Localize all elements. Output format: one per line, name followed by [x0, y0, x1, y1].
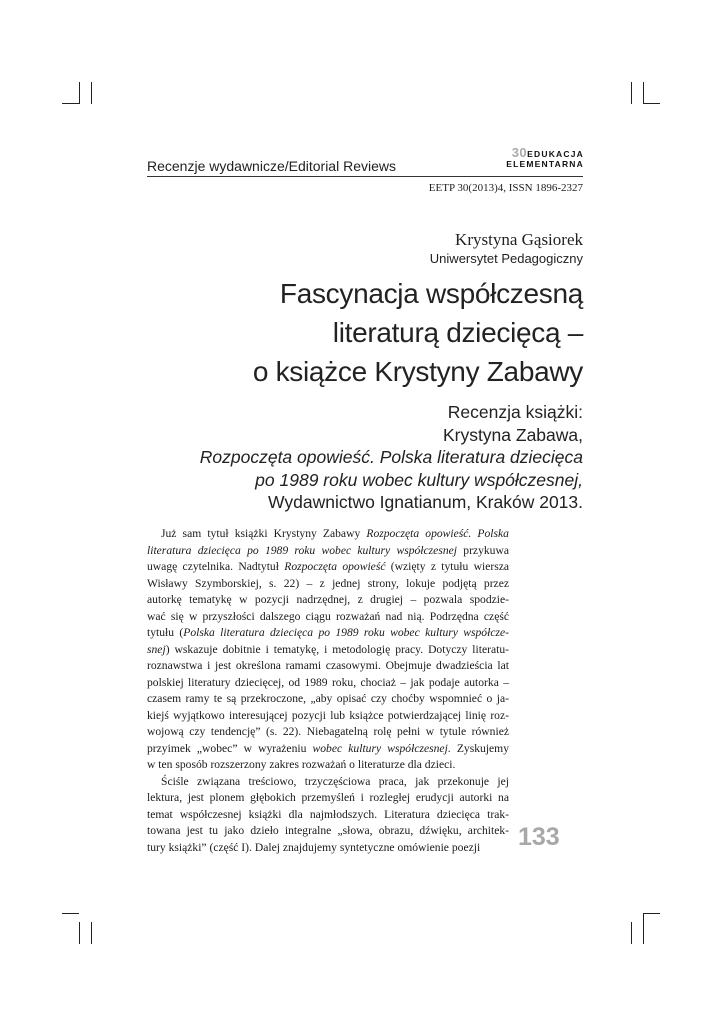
- article-title: [150, 274, 583, 391]
- body-line: [147, 675, 509, 692]
- italic-text: Polska literatura dziecięca po 1989 roku wobec kultury współcze-: [183, 626, 509, 639]
- body-line: [147, 840, 509, 857]
- body-text: autorkę tematykę w pozycji nadrzędnej, z drugiej – pozwala spodzie-: [147, 593, 509, 606]
- body-line: [147, 576, 509, 593]
- body-line: [147, 691, 509, 708]
- body-text: towana jest tu jako dzieło integralne „słowa, obrazu, dźwięku, architek-: [147, 824, 509, 837]
- crop-mark: [62, 103, 79, 104]
- body-line: [147, 724, 509, 741]
- journal-logo: [478, 145, 584, 169]
- article-body: [147, 526, 509, 856]
- body-line: [147, 625, 509, 642]
- body-text: w ten sposób rozszerzony zakres rozważań o literaturze dla dzieci.: [147, 758, 456, 771]
- body-line: [147, 658, 509, 675]
- body-line: [147, 543, 509, 560]
- review-line: Krystyna Zabawa,: [442, 424, 583, 445]
- body-text: . Zyskujemy: [447, 741, 509, 755]
- section-header: Recenzje wydawnicze/Editorial Reviews: [147, 158, 396, 174]
- body-line: [147, 790, 509, 807]
- body-text: Ściśle związana treściowo, trzyczęściowa praca, jak przekonuje jej: [161, 774, 509, 788]
- reviewed-book-info: [140, 401, 583, 514]
- body-line: [147, 592, 509, 609]
- review-book-title: po 1989 roku wobec kultury współczesnej,: [255, 469, 583, 490]
- body-text: (wzięty z tytułu wiersza: [385, 560, 510, 573]
- body-text: Już sam tytuł książki Krystyny Zabawy: [161, 527, 367, 540]
- italic-text: snej: [147, 642, 166, 656]
- body-text: kiejś wyjątkowo interesującej pozycji lub książce potwierdzającej linię roz-: [147, 708, 509, 722]
- body-text: temat współczesnej książki dla najmłodszych. Literatura dziecięca trak-: [147, 807, 509, 821]
- body-line: [147, 774, 509, 791]
- title-line: o książce Krystyny Zabawy: [252, 356, 583, 387]
- body-text: przyimek „wobec” w wyrażeniu: [147, 741, 313, 755]
- crop-mark: [631, 82, 632, 104]
- issn-line: EETP 30(2013)4, ISSN 1896-2327: [428, 182, 583, 194]
- header-divider: [147, 176, 583, 177]
- journal-name-line2: ELEMENTARNA: [506, 159, 584, 169]
- paragraph: [147, 526, 509, 774]
- crop-mark: [91, 922, 92, 944]
- crop-mark: [79, 922, 80, 944]
- crop-mark: [79, 82, 80, 104]
- author-affiliation: Uniwersytet Pedagogiczny: [429, 251, 583, 266]
- title-line: Fascynacja współczesną: [279, 278, 583, 309]
- body-line: [147, 526, 509, 543]
- body-text: wać się w przyszłości dalszego ciągu rozważań nad nią. Podrzędna część: [147, 609, 509, 623]
- crop-mark: [643, 103, 660, 104]
- review-line: Recenzja książki:: [447, 402, 583, 422]
- crop-mark: [91, 82, 92, 104]
- body-line: [147, 708, 509, 725]
- review-book-title: Rozpoczęta opowieść. Polska literatura dziecięca: [199, 447, 583, 467]
- paragraph: [147, 774, 509, 857]
- body-line: [147, 642, 509, 659]
- body-text: przykuwa: [457, 543, 509, 557]
- body-text: czasem ramy te są przekroczone, „aby opisać czy choćby wspomnieć o ja-: [147, 692, 509, 705]
- body-text: wojową czy tendencję” (s. 22). Niebagatelną rolę pełni w tytule również: [147, 725, 509, 738]
- crop-mark: [643, 913, 644, 944]
- italic-text: literatura dziecięca po 1989 roku wobec kultury współczesnej: [147, 543, 458, 557]
- italic-text: Rozpoczęta opowieść: [284, 560, 386, 573]
- body-line: [147, 757, 509, 774]
- body-text: Wisławy Szymborskiej, s. 22) – z jednej strony, lokuje podjętą przez: [147, 576, 509, 590]
- body-line: [147, 807, 509, 824]
- journal-number: 30: [511, 145, 528, 160]
- body-text: polskiej literatury dziecięcej, od 1989 roku, chociaż – jak podaje autorka –: [147, 675, 509, 689]
- body-text: roznawstwa i jest określona ramami czasowymi. Obejmuje dwadzieścia lat: [147, 659, 509, 672]
- italic-text: Rozpoczęta opowieść. Polska: [366, 527, 509, 540]
- crop-mark: [631, 922, 632, 944]
- title-line: literaturą dziecięcą –: [332, 317, 583, 348]
- body-text: tury książki” (część I). Dalej znajdujemy syntetyczne omówienie poezji: [147, 840, 481, 854]
- body-text: lektura, jest plonem głębokich przemyśleń i rozległej erudycji autorki na: [147, 791, 509, 804]
- body-line: [147, 609, 509, 626]
- journal-name-line1: EDUKACJA: [527, 149, 584, 159]
- italic-text: wobec kultury współczesnej: [312, 741, 448, 755]
- crop-mark: [643, 913, 660, 914]
- body-text: tytułu (: [147, 626, 184, 639]
- page-number: 133: [518, 823, 560, 851]
- author-name: Krystyna Gąsiorek: [455, 230, 583, 249]
- review-publisher: Wydawnictwo Ignatianum, Kraków 2013.: [268, 492, 583, 512]
- body-line: [147, 741, 509, 758]
- body-line: [147, 823, 509, 840]
- body-text: ) wskazuje dobitnie i tematykę, i metodologię pracy. Dotyczy literatu-: [165, 642, 509, 656]
- body-text: uwagę czytelnika. Nadtytuł: [147, 560, 285, 573]
- crop-mark: [62, 913, 79, 914]
- body-line: [147, 559, 509, 576]
- crop-mark: [643, 82, 644, 104]
